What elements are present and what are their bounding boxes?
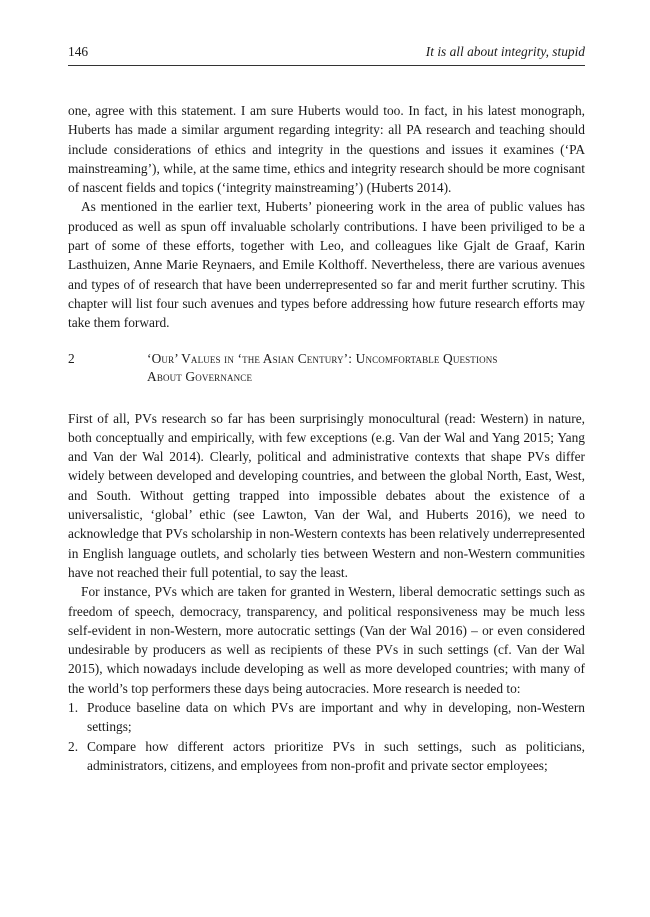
list-item [68,698,585,737]
section-heading [68,350,585,387]
numbered-list [68,698,585,775]
list-item-text: Compare how different actors prioritize PVs in such settings, such as politicians, administrators, citizens, and employees from non-profit and private sector employees; [87,738,585,773]
page-number: 146 [68,44,89,59]
list-item-number: 1. [68,700,79,716]
page-body [68,101,585,775]
list-item-number: 2. [68,738,79,754]
list-item [68,737,585,776]
section-title-line: About Governance [147,369,253,385]
paragraph: As mentioned in the earlier text, Huberts’ pioneering work in the area of public values has produced as well as spun off invaluable scholarly contributions. I have been priviliged to be a part of some of these efforts, together with Leo, and colleagues like Gjalt de Graaf, Karin Lasthuizen, Anne Marie Reynaers, and Emile Kolthoff. Nevertheless, there are various avenues and types of of research that have been underrepresented so far and merit further scrutiny. This chapter will list four such avenues and types before addressing how future research efforts may take them forward. [68,199,585,331]
paragraph: First of all, PVs research so far has been surprisingly monocultural (read: Western) in nature, both conceptually and empirically, with few exceptions (e.g. Van der Wal and Yang 2015; Yang and Van der Wal 2014). Clearly, political and administrative contexts that shape PVs differ widely between developed and developing countries, and between the global North, East, West, and South. Without getting trapped into impossible debates about the existence of a universalistic, ‘global’ ethic (see Lawton, Van der Wal, and Huberts 2016), we need to acknowledge that PVs scholarship in non-Western contexts has been relatively underrepresented in English language outlets, and scholarly ties between Western and non-Western communities have not reached their full potential, to say the least. [68,410,585,580]
paragraph-continuation: one, agree with this statement. I am sure Huberts would too. In fact, in his latest monograph, Huberts has made a similar argument regarding integrity: all PA research and teaching should include considerations of ethics and integrity in the questions and issues it examines (‘PA mainstreaming’), while, at the same time, ethics and integrity research should be more cognisant of nascent fields and topics (‘integrity mainstreaming’) (Huberts 2014). [68,103,585,196]
paragraph: For instance, PVs which are taken for granted in Western, liberal democratic settings such as freedom of speech, democracy, transparency, and political responsiveness may be much less self-evident in non-Western, more autocratic settings (Van der Wal 2016) – or even considered undesirable by producers as well as recipients of these PVs in such settings (cf. Van der Wal 2015), which nowadays include developing as well as more developed countries; with many of the world’s top performers these days being autocracies. More research is needed to: [68,584,585,696]
section-number: 2 [68,350,75,366]
section-title [147,350,498,387]
running-title: It is all about integrity, stupid [425,44,585,59]
list-item-text: Produce baseline data on which PVs are important and why in developing, non-Western settings; [87,700,585,735]
book-page [68,44,585,775]
section-title-line: ‘Our’ Values in ‘the Asian Century’: Uncomfortable Questions [147,350,498,366]
page-header [68,44,585,66]
